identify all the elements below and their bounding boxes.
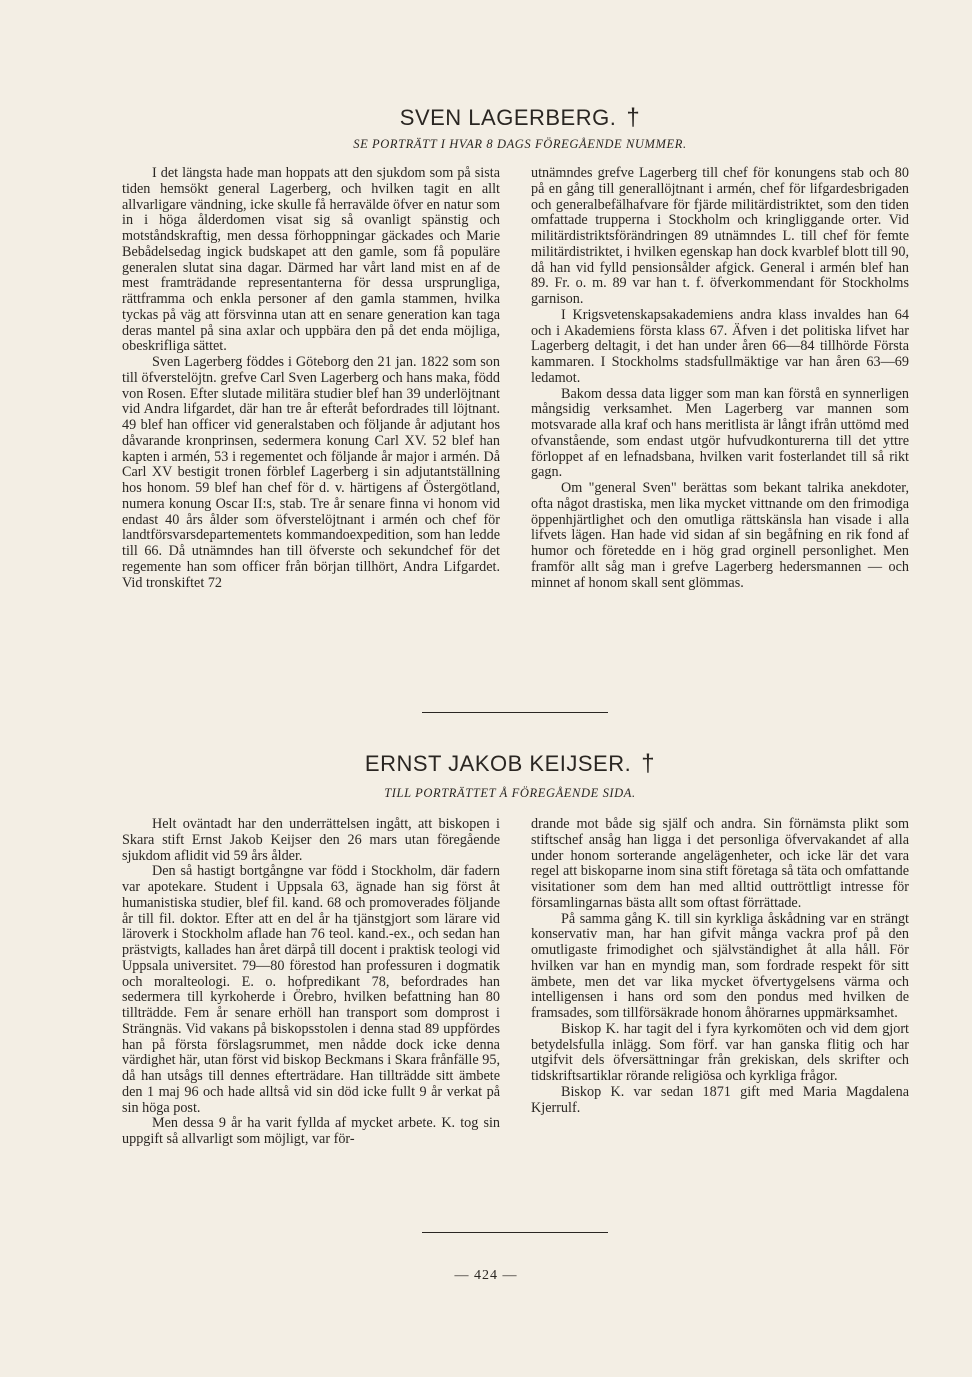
paragraph: I Krigsvetenskapsakademiens andra klass invaldes han 64 och i Akademiens första klass 67. Äfven i det politiska lifvet har Lagerberg deltagit, i det han under åren 66—84 tillhörde Första kammaren. I Stockholms stadsfullmäktige var han åren 63—69 ledamot. [531, 306, 909, 386]
article2-left-column [122, 817, 500, 1148]
paragraph: Den så hastigt bortgångne var född i Stockholm, där fadern var apotekare. Student i Uppsala 63, ägnade han sig först åt humanistiska studier, blef fil. kand. 68 och promoverades följande år till fil. doktor. Efter att en del år ha tjänstgjort som lärare vid läroverk i Stockholm aflade han 76 teol. kand.-ex., och sedan han prästvigts, kallades han året därpå till docent i praktisk teologi vid Uppsala universitet. 79—80 förestod han professuren i dogmatik och moralteologi. E. o. hofpredikant 78, befordrades han sedermera till kyrkoherde i Örebro, hvilken befattning han 80 tillträdde. Fem år senare erhöll han transport som domprost i Strängnäs. Vid vakans på biskopsstolen i denna stad 89 uppfördes han på första förslagsrummet, men nådde dock icke denna värdighet här, utan först vid biskop Beckmans i Skara frånfälle 95, då han utsågs till dennes efterträdare. Han tillträdde sitt ämbete den 1 maj 96 och hade alltså vid sin död icke fullt 9 år verkat på sin höga post. [122, 863, 500, 1116]
paragraph: Bakom dessa data ligger som man kan förstå en synnerligen mångsidig verksamhet. Men Lagerberg var mannen som motsvarade alla kraf och hans meritlista är långt ifrån uttömd med ofvanstående, som endast utgör hufvudkonturerna till det yttre förloppet af en lefnadsbana, hvilken varit fosterlandet till så rikt gagn. [531, 385, 909, 481]
paragraph: Om "general Sven" berättas som bekant talrika anekdoter, ofta något drastiska, men lika mycket vittnande om den frimodiga öppenhjärtlighet och den omutliga rättskänsla han visade i alla lifvets lägen. Han hade vid sidan af sin begåfning en rik fond af humor och företedde en i hög grad orginell personlighet. Men framför allt såg man i grefve Lagerberg hedersmannen — och minnet af honom skall sent glömmas. [531, 480, 909, 591]
article-title-lagerberg [300, 104, 740, 132]
article-subtitle-keijser: TILL PORTRÄTTET Å FÖREGÅENDE SIDA. [384, 786, 636, 800]
title-text: SVEN LAGERBERG. [399, 105, 617, 130]
paragraph: utnämndes grefve Lagerberg till chef för konungens stab och 80 på en gång till generallöjtnant i armén, chef för lifgardesbrigaden och generalbefälhafvare för fjärde militärdistriktet, som den tiden omfattade trupperna i Stockholm och kringliggande orter. Vid militärdistriktsförändringen 89 utnämndes L. till chef för femte militärdistriktet, i hvilken egenskap han dock kvarblef blott till 90, då han vid fylld pensionsålder afgick. General i armén blef han 89. Fr. o. m. 89 var han t. f. öfverkommendant för Stockholms garnison. [531, 165, 909, 307]
article-subtitle-lagerberg: SE PORTRÄTT I HVAR 8 DAGS FÖREGÅENDE NUMMER. [353, 137, 687, 151]
paragraph: Men dessa 9 år ha varit fyllda af mycket arbete. K. tog sin uppgift så allvarligt som möjligt, var för- [122, 1115, 500, 1147]
paragraph: Helt oväntadt har den underrättelsen ingått, att biskopen i Skara stift Ernst Jakob Keijser den 26 mars utan föregående sjukdom aflidit vid 59 års ålder. [122, 816, 500, 864]
paragraph: På samma gång K. till sin kyrkliga åskådning var en strängt konservativ man, har han gifvit många vackra prof på den omutligaste frimodighet och självständighet åt alla håll. För hvilken var han en myndig man, som fordrade respekt för sitt ämbete, men det var lika mycket öfvertygelsens värma och intelligensen i hans ord som den pondus med hvilken de framsades, som tillförsäkrade honom åhörarnes uppmärksamhet. [531, 910, 909, 1021]
death-cross-icon: † [641, 750, 656, 777]
article-title-keijser [290, 750, 730, 778]
page-number: — 424 — [454, 1268, 518, 1283]
article1-right-column [531, 166, 909, 591]
article2-right-column [531, 817, 909, 1116]
death-cross-icon: † [626, 104, 641, 131]
paragraph: I det längsta hade man hoppats att den sjukdom som på sista tiden hemsökt general Lagerberg, och hvilken tagit en allt allvarligare vändning, icke skulle få herravälde öfver en natur som in i höga ålderdomen visat sig så ovanligt spänstig och motståndskraftig, men dessa förhoppningar gäckades och Marie Bebådelsedag ingick budskapet att den gamle, som få populäre generalen slutat sina dagar. Därmed har vårt land mist en af de mest framträdande representanterna för dessa ursprungliga, rättframma och enkla personer af den gamla stammen, hvilka tyckas på väg att försvinna utan att en senare generation kan taga deras mantel på sina axlar och uppbära den på det enda möjliga, obeskrifliga sättet. [122, 165, 500, 355]
paragraph: Biskop K. var sedan 1871 gift med Maria Magdalena Kjerrulf. [531, 1083, 909, 1116]
paragraph: Sven Lagerberg föddes i Göteborg den 21 jan. 1822 som son till öfverstelöjtn. grefve Carl Sven Lagerberg och hans maka, född von Rosen. Efter slutade militära studier blef han 39 underlöjtnant vid Andra lifgardet, där han tre år efteråt befordrades till löjtnant. 49 blef han officer vid generalstaben och följande år adjutant hos dåvarande kronprinsen, sedermera konung Carl XV. 52 blef han kapten i armén, 53 i regementet och följande år major i armén. Då Carl XV bestigit tronen förblef Lagerberg i sin adjutantställning hos honom. 59 blef han chef för d. v. härtigens af Östergötland, numera konung Oscar II:s, stab. Tre år senare finna vi honom vid endast 40 års ålder som öfverstelöjtnant i armén och chef för landtförsvarsdepartementets kommandoexpedition, som han ledde till 66. Då utnämndes han till öfverste och sekundchef för det regemente han som officer från början tillhört, Andra Lifgardet. Vid tronskiftet 72 [122, 354, 500, 591]
paragraph: drande mot både sig själf och andra. Sin förnämsta plikt som stiftschef ansåg han ligga i det personliga öfvervakandet af alla under honom sorterande angelägenheter, och icke lär det vara regel att biskoparne inom sina stift företaga så täta och omfattande visitationer som dem han med alltid outtröttligt intresse för församlingarnas bästa allt som oftast förrättade. [531, 816, 909, 911]
article1-left-column [122, 166, 500, 591]
section-divider [422, 1232, 608, 1233]
paragraph: Biskop K. har tagit del i fyra kyrkomöten och vid dem gjort betydelsfulla inlägg. Som förf. var han ganska flitig och har utgifvit dels öfversättningar från grekiskan, dels skrifter och tidskriftsartiklar rörande religiösa och kyrkliga frågor. [531, 1020, 909, 1084]
section-divider [422, 712, 608, 713]
title-text: ERNST JAKOB KEIJSER. [364, 751, 632, 776]
